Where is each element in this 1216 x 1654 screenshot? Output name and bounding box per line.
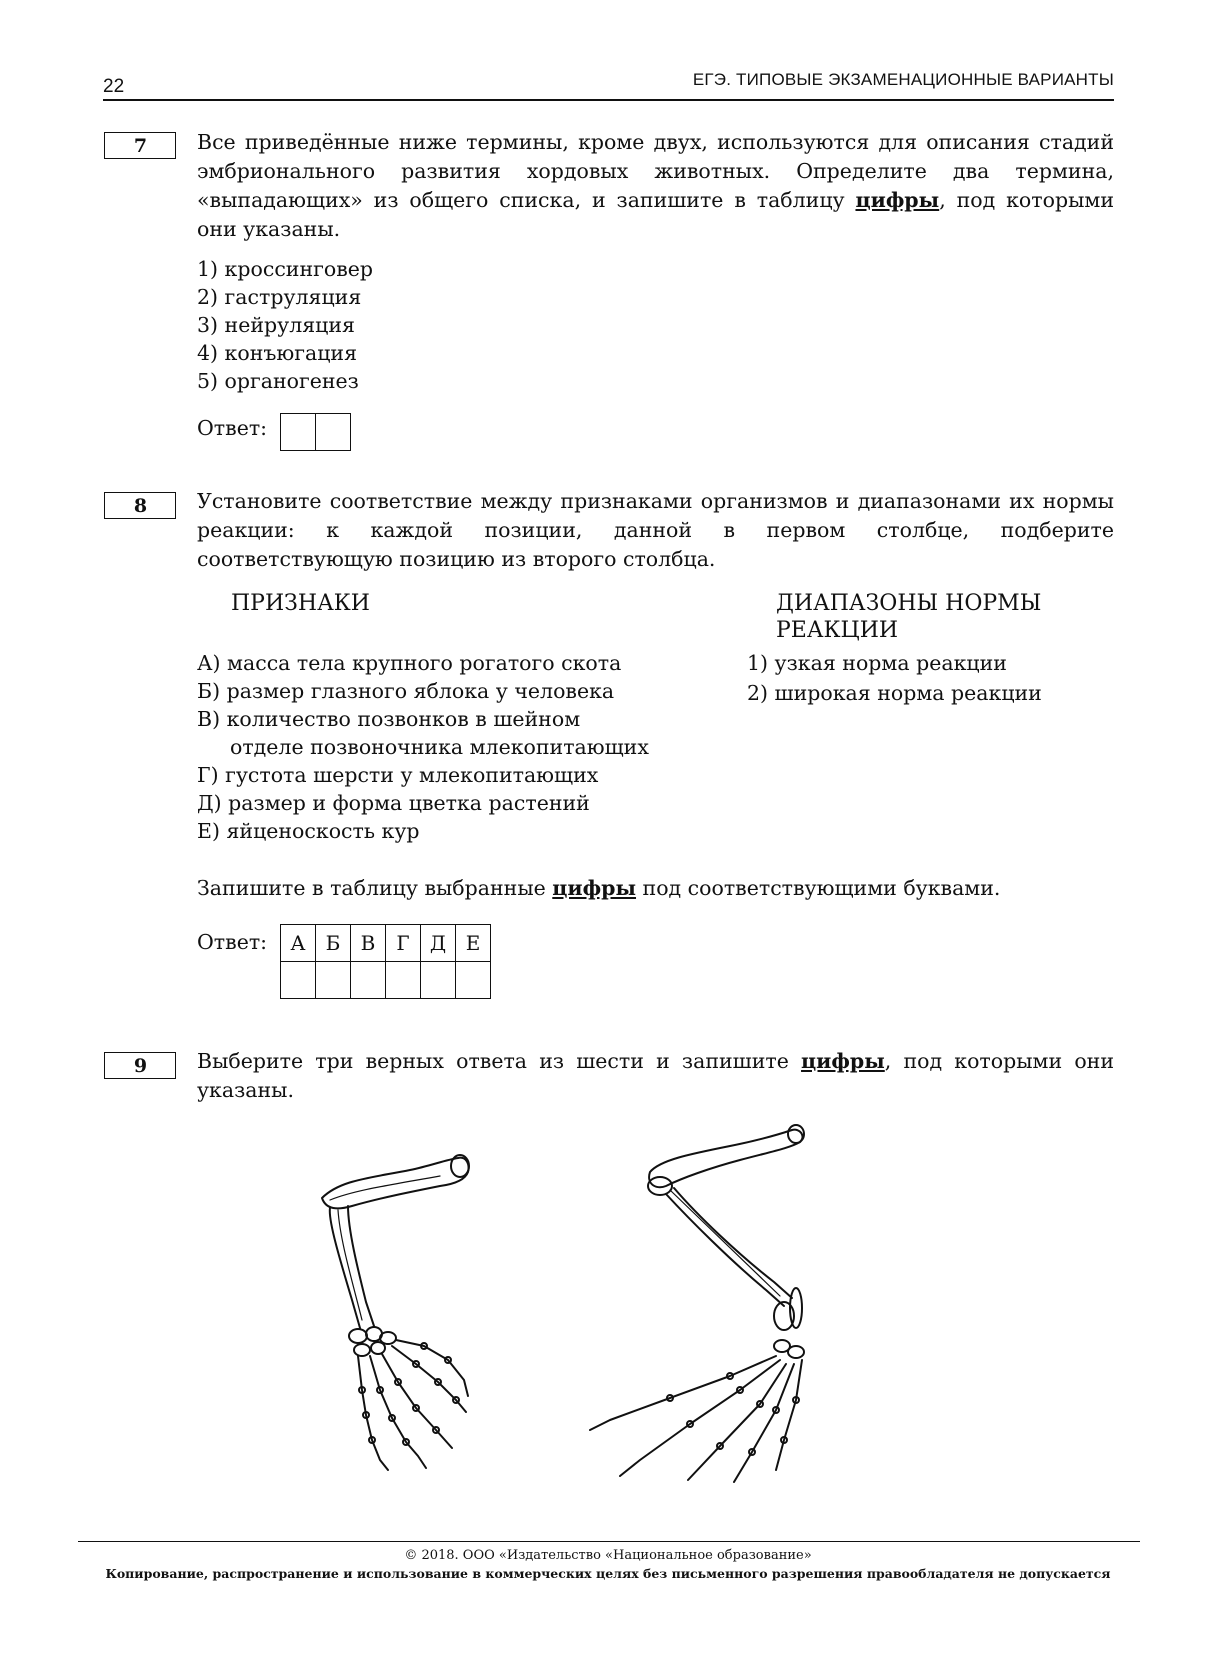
q8-letter-e: Е [456,925,491,962]
q8-instruction-end: под соответствующими буквами. [636,876,1001,900]
question-7-number: 7 [104,132,176,159]
q8-instruction-emphasis: цифры [552,876,637,900]
wing-skeleton-right-figure [570,1120,860,1510]
question-7-text-end: , под которыми они указаны. [197,188,1114,241]
header-rule [103,99,1114,101]
footer-rule [78,1541,1140,1542]
q7-option-2: 2) гаструляция [197,285,362,309]
question-7-text [197,128,1114,244]
q8-answer-cell-b[interactable] [316,962,351,999]
footer-notice: Копирование, распространение и использование в коммерческих целях без письменного разрешения правообладателя не допускается [105,1566,1111,1581]
question-9-number: 9 [104,1052,176,1079]
q7-option-5: 5) органогенез [197,369,359,393]
question-9-text-start: Выберите три верных ответа из шести и запишите [197,1049,802,1073]
question-9-emphasis: цифры [801,1049,885,1073]
q8-letter-d: Д [421,925,456,962]
question-7-emphasis: цифры [855,188,940,212]
forelimb-skeleton-left-figure [300,1150,520,1510]
q7-answer-cell-1[interactable] [281,414,316,451]
question-7-text-start: Все приведённые ниже термины, кроме двух, используются для описания стадий эмбрионального развития хордовых животных. Определите два термина, «выпадающих» из общего списка, и запишите в таблицу [197,130,1114,212]
features-header: ПРИЗНАКИ [231,591,370,616]
feature-e: Е) яйценоскость кур [197,819,420,843]
question-8-text: Установите соответствие между признаками организмов и диапазонами их нормы реакции: к каждой позиции, данной в первом столбце, подберите соответствующую позицию из второго столбца. [197,489,1114,571]
running-title: ЕГЭ. ТИПОВЫЕ ЭКЗАМЕНАЦИОННЫЕ ВАРИАНТЫ [692,70,1114,89]
feature-a: А) масса тела крупного рогатого скота [197,651,622,675]
q8-instruction-start: Запишите в таблицу выбранные [197,876,553,900]
q8-letter-a: А [281,925,316,962]
q7-option-1: 1) кроссинговер [197,257,374,281]
feature-g: Г) густота шерсти у млекопитающих [197,763,599,787]
footer-copyright: © 2018. ООО «Издательство «Национальное образование» [404,1548,812,1563]
q7-option-4: 4) конъюгация [197,341,358,365]
q8-answer-cell-d[interactable] [421,962,456,999]
ranges-header-line2: РЕАКЦИИ [776,618,899,643]
range-1: 1) узкая норма реакции [747,651,1007,675]
q8-letter-g: Г [386,925,421,962]
q8-answer-cell-e[interactable] [456,962,491,999]
q7-option-3: 3) нейруляция [197,313,355,337]
q8-answer-cell-a[interactable] [281,962,316,999]
range-2: 2) широкая норма реакции [747,681,1042,705]
question-9-text-end: , под которыми они указаны. [197,1049,1114,1102]
q8-instruction [197,876,1000,900]
question-8-number: 8 [104,492,176,519]
question-9-text [197,1047,1114,1105]
feature-b: Б) размер глазного яблока у человека [197,679,615,703]
q8-letter-v: В [351,925,386,962]
q8-letter-b: Б [316,925,351,962]
feature-v: В) количество позвонков в шейном [197,707,581,731]
q8-answer-cell-g[interactable] [386,962,421,999]
page-number: 22 [103,76,125,97]
q8-answer-table [280,924,491,999]
q8-answer-label: Ответ: [197,930,268,954]
q7-answer-table [280,413,351,451]
q7-answer-label: Ответ: [197,416,268,440]
q7-answer-cell-2[interactable] [316,414,351,451]
q8-answer-cell-v[interactable] [351,962,386,999]
ranges-header-line1: ДИАПАЗОНЫ НОРМЫ [776,591,1042,616]
feature-d: Д) размер и форма цветка растений [197,791,590,815]
feature-v-continued: отделе позвоночника млекопитающих [230,735,649,759]
